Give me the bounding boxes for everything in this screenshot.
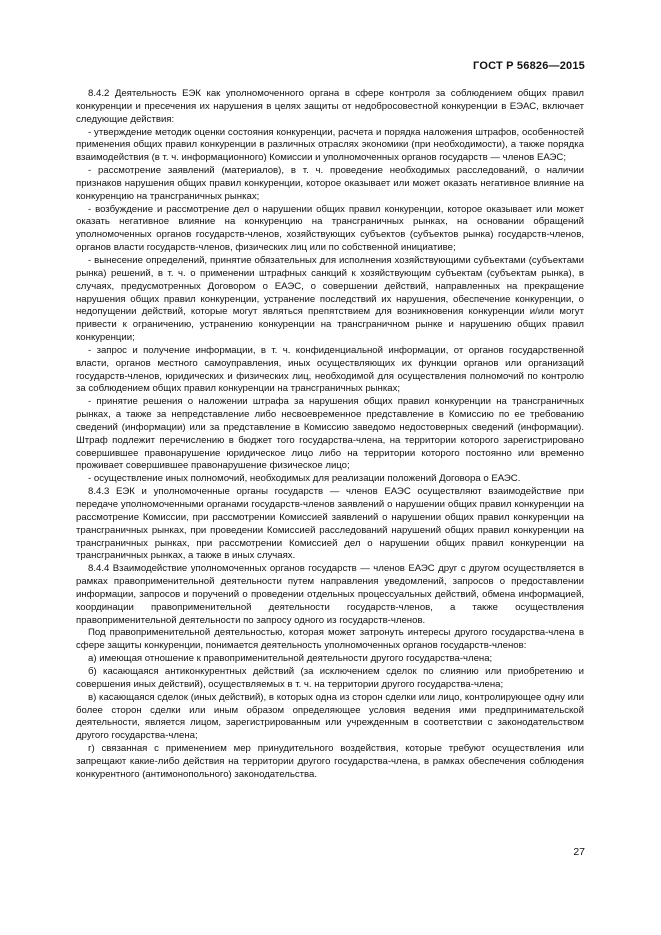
paragraph: - запрос и получение информации, в т. ч. конфиденциальной информации, от органов государственной власти, органов местного самоуправления, иных осуществляющих их функции органов или организаций государств-членов, юридических и физических лиц, необходимой для осуществления полномочий по контролю за соблюдением общих правил конкуренции на трансграничных рынках; — [76, 344, 584, 395]
paragraph: Под правоприменительной деятельностью, которая может затронуть интересы другого государства-члена в сфере защиты конкуренции, понимается деятельность уполномоченных органов государств-членов: — [76, 627, 584, 652]
paragraph: - вынесение определений, принятие обязательных для исполнения хозяйствующими субъектами (субъектами рынка) решений, в т. ч. о применении штрафных санкций к хозяйствующим субъектам (субъектам рынка), в случаях, предусмотренных Договором о ЕАЭС, о совершении действий, направленных на прекращение нарушения общих правил конкуренции, устранение последствий их нарушения, обеспечение конкуренции, о недопущении действий, которые могут являться препятствием для возникновения конкуренции и/или могут привести к ограничению, устранению конкуренции на трансграничном рынке и нарушению общих правил конкуренции; — [76, 254, 584, 344]
document-header: ГОСТ Р 56826—2015 — [473, 60, 585, 72]
paragraph: г) связанная с применением мер принудительного воздействия, которые требуют осуществления или запрещают какие-либо действия на территории другого государства-члена, в рамках обеспечения соблюдения конкурентного (антимонопольного) законодательства. — [76, 743, 584, 780]
document-body — [76, 88, 584, 782]
paragraph: - рассмотрение заявлений (материалов), в т. ч. проведение необходимых расследований, о наличии признаков нарушения общих правил конкуренции, которое оказывает или может оказать негативное влияние на конкуренцию на трансграничных рынках; — [76, 165, 584, 202]
page-number: 27 — [573, 846, 585, 858]
paragraph: б) касающаяся антиконкурентных действий (за исключением сделок по слиянию или приобретению и совершения иных действий), осуществляемых в т. ч. на территории другого государства-члена; — [76, 665, 584, 690]
paragraph: - осуществление иных полномочий, необходимых для реализации положений Договора о ЕАЭС. — [88, 473, 521, 485]
paragraph: 8.4.2 Деятельность ЕЭК как уполномоченного органа в сфере контроля за соблюдением общих правил конкуренции и пресечения их нарушения в целях защиты от недобросовестной конкуренции в ЕЭАС, включает следующие действия: — [76, 88, 584, 125]
paragraph: - утверждение методик оценки состояния конкуренции, расчета и порядка наложения штрафов, особенностей применения общих правил конкуренции в различных отраслях экономики (при необходимости), а также порядка взаимодействия (в т. ч. информационного) Комиссии и уполномоченных органов государств — членов ЕАЭС; — [76, 126, 584, 164]
paragraph: в) касающаяся сделок (иных действий), в которых одна из сторон сделки или лицо, контролирующее одну или более сторон сделки или иным образом определяющее условия ведения ими предпринимательской деятельности, является лицом, зарегистрированным или учрежденным в соответствии с законодательством другого государства-члена; — [76, 691, 584, 742]
paragraph: - возбуждение и рассмотрение дел о нарушении общих правил конкуренции, которое оказывает или может оказать негативное влияние на конкуренцию на трансграничных рынках, на основании обращений уполномоченных органов государств-членов, хозяйствующих субъектов (субъектов рынка) государств-членов, органов власти государств-членов, физических лиц или по собственной инициативе; — [76, 203, 584, 254]
paragraph: - принятие решения о наложении штрафа за нарушения общих правил конкуренции на трансграничных рынках, а также за непредставление либо несвоевременное представление в Комиссию по ее требованию сведений (информации) или за представление в Комиссию заведомо недостоверных сведений (информации). Штраф подлежит перечислению в бюджет того государства-члена, на территории которого зарегистрировано совершившее правонарушение юридическое лицо либо на территории которого постоянно или временно проживает совершившее правонарушение физическое лицо; — [76, 396, 584, 472]
paragraph: а) имеющая отношение к правоприменительной деятельности другого государства-члена; — [88, 653, 493, 665]
paragraph: 8.4.4 Взаимодействие уполномоченных органов государств — членов ЕАЭС друг с другом осуществляется в рамках правоприменительной деятельности путем направления уведомлений, запросов о предоставлении информации, запросов и поручений о проведении отдельных процессуальных действий, обмена информацией, координации правоприменительной деятельности государств-членов, а также осуществления правоприменительной деятельности по запросу одного из государств-членов. — [76, 563, 584, 626]
paragraph: 8.4.3 ЕЭК и уполномоченные органы государств — членов ЕАЭС осуществляют взаимодействие при передаче уполномоченными органами государств-членов заявлений о нарушении общих правил конкуренции на рассмотрение Комиссии, при рассмотрении Комиссией заявлений о нарушении общих правил конкуренции на трансграничных рынках, при проведении Комиссией расследований нарушений общих правил конкуренции на трансграничных рынках, при рассмотрении Комиссией дел о нарушении общих правил конкуренции на трансграничных рынках, а также в иных случаях. — [76, 486, 584, 562]
